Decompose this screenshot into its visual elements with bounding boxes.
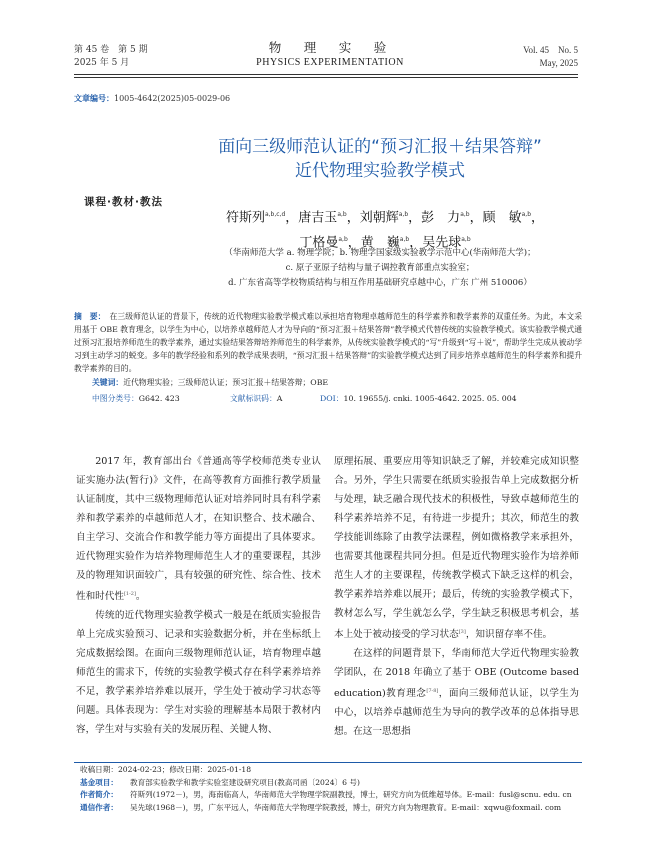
footnote-text: 收稿日期：2024-02-23；修改日期：2025-01-18 [80, 765, 252, 774]
paragraph-text: 在这样的问题背景下，华南师范大学近代物理实验教学团队，在 2018 年确立了基于 OBE (Outcome based education)教育理念 [334, 648, 579, 700]
footnote-text: 教育部实验教学和教学实验室建设研究项目(教高司函〔2024〕6 号) [130, 777, 360, 787]
author-name: 唐吉玉 [298, 210, 338, 226]
keywords [92, 377, 582, 388]
author-separator: ， [347, 235, 361, 251]
abstract-text: 在三级师范认证的背景下，传统的近代物理实验教学模式难以承担培育物理卓越师范生的科学素养和教学素养的双重任务。为此，本文采用基于 OBE 教育理念，以学生为中心，以培养卓越师范人才为导向的“预习汇报＋结果答辩”教学模式代替传统的实验教学模式。该实验教学模式通过预习汇报培养师范生的教学素养，通过实验结果答辩培养师范生的科学素养，从传统实验教学模式的“写”升级到“写＋说”，帮助学生完成从被动学习到主动学习的蜕变。多年的教学经验和系列的教学成果表明，“预习汇报＋结果答辩”的实验教学模式达到了同步培养卓越师范生的科学素养和提升教学素养的目的。 [74, 312, 583, 373]
clc-value: G642. 423 [138, 394, 180, 403]
author-name: 顾 敏 [482, 210, 522, 226]
title-line-1: 面向三级师范认证的“预习汇报＋结果答辩” [218, 137, 542, 157]
abstract [74, 310, 582, 375]
affiliation-line-2: c. 原子亚原子结构与量子调控教育部重点实验室； [285, 263, 475, 273]
journal-name-en: PHYSICS EXPERIMENTATION [256, 57, 404, 68]
author-separator: ， [469, 210, 483, 226]
body-paragraph [334, 644, 579, 741]
volume-issue-cn: 第 45 卷 第 5 期 [74, 45, 148, 55]
article-id-label: 文章编号： [74, 93, 114, 103]
footnote-item [80, 789, 582, 802]
header-volume-en [500, 44, 578, 70]
author-affiliation-mark: a,b,c,d [264, 211, 286, 218]
citation-mark: [3] [458, 629, 466, 635]
author-name: 黄 巍 [360, 235, 400, 251]
author-affiliation-mark: a,b [399, 236, 410, 244]
article-id [74, 93, 230, 104]
paragraph-text: 原理拓展、重要应用等知识缺乏了解，并较难完成知识整合。另外，学生只需要在纸质实验报告单上完成数据分析与处理，缺乏融合现代技术的积极性，导致卓越师范生的科学素养培养不足，有待进一步提升；其次，师范生的教学技能训练除了由教学法课程，例如微格教学来承担外，也需要其他课程共同分担。但是近代物理实验作为培养师范生人才的主要课程，传统教学模式下缺乏这样的机会，教学素养培养难以展开；最后，传统的实验教学模式下，教材怎么写，学生就怎么学，学生缺乏积极思考机会，基本上处于被动接受的学习状态 [334, 456, 579, 641]
clc-label: 中图分类号： [92, 394, 139, 403]
doi-label: DOI： [320, 394, 344, 403]
footnote-text: 符斯列(1972－)，男，海南临高人，华南师范大学物理学院副教授，博士，研究方向为低维超导体。E-mail：fusl@scnu. edu. cn [130, 790, 572, 799]
body-paragraph [76, 452, 321, 606]
author-separator: ， [285, 210, 299, 226]
paragraph-tail: 。 [135, 591, 146, 603]
footnote-label: 基金项目： [80, 777, 118, 787]
affiliation-line-3: d. 广东省高等学校物质结构与相互作用基础研究卓越中心，广东 广州 510006） [228, 278, 532, 288]
citation-mark: [7-8] [426, 688, 439, 695]
author-affiliation-mark: a,b [337, 211, 347, 218]
title-line-2: 近代物理实验教学模式 [295, 161, 465, 181]
author-name: 符斯列 [225, 210, 265, 226]
author-affiliation-mark: a,b [338, 236, 348, 244]
body-paragraph [334, 452, 579, 644]
author-name: 彭 力 [421, 210, 461, 226]
citation-mark: [1-2] [123, 591, 136, 597]
affiliations [160, 246, 600, 291]
author-separator: ， [408, 210, 422, 226]
classification-number [92, 393, 180, 404]
footnote-rule [74, 762, 582, 763]
author-affiliation-mark: a,b [461, 236, 471, 244]
abstract-label: 摘 要： [74, 312, 106, 321]
doi [320, 393, 517, 404]
body-column-left [76, 452, 321, 739]
keywords-text: 近代物理实验；三级师范认证；预习汇报＋结果答辩；OBE [123, 378, 329, 387]
footnote-label: 作者简介： [80, 790, 118, 799]
author-name: 吴先球 [422, 235, 462, 251]
paragraph-tail: ，面向三级师范认证，以学生为中心，以培养卓越师范生为导向的教学改革的总体指导思想。在这一思想指 [334, 688, 580, 738]
article-id-value: 1005-4642(2025)05-0029-06 [114, 94, 231, 103]
body-column-right [334, 452, 579, 741]
date-en: May, 2025 [539, 58, 578, 68]
journal-name [230, 40, 430, 70]
author-separator: ， [409, 235, 423, 251]
footnote-item [80, 802, 582, 815]
footnote-item [80, 777, 582, 790]
doc-code-value: A [276, 394, 283, 403]
footnote-item [80, 764, 582, 777]
header-rule [74, 74, 578, 75]
keywords-label: 关键词： [92, 378, 124, 387]
column-label: 课程·教材·教法 [84, 196, 163, 208]
author-affiliation-mark: a,b [460, 211, 470, 218]
header-volume-cn [74, 44, 148, 70]
footnotes [80, 764, 582, 814]
date-cn: 2025 年 5 月 [74, 58, 130, 68]
affiliation-line-1: （华南师范大学 a. 物理学院；b. 物理学国家级实验教学示范中心(华南师范大学)； [224, 248, 536, 258]
paragraph-tail: ，知识留存率不佳。 [465, 629, 553, 641]
author-separator: ， [531, 210, 545, 226]
author-affiliation-mark: a,b [521, 211, 532, 218]
author-name: 丁格曼 [299, 235, 339, 251]
author-line-1 [180, 204, 590, 229]
document-code [230, 393, 282, 404]
author-affiliation-mark: a,b [398, 211, 409, 218]
author-name: 刘朝辉 [359, 210, 399, 226]
journal-name-cn: 物 理 实 验 [268, 40, 392, 55]
paragraph-text: 传统的近代物理实验教学模式一般是在纸质实验报告单上完成实验预习、记录和实验数据分析，并在坐标纸上完成数据绘图。在面向三级物理师范认证，培育物理卓越师范生的需求下，传统的实验教学模式存在科学素养培养不足，教学素养培养难以展开，学生处于被动学习状态等问题。具体表现为：学生对实验的理解基本局限于教材内容，学生对与实验有关的发展历程、关键人物、 [76, 610, 321, 736]
body-paragraph [76, 606, 321, 739]
footnote-label: 通信作者： [80, 802, 118, 812]
doc-code-label: 文献标识码： [230, 394, 277, 403]
paper-title [180, 135, 580, 183]
footnote-text: 吴先球(1968－)，男，广东平远人，华南师范大学物理学院教授，博士，研究方向为物理教育。E-mail：xqwu@foxmail. com [130, 802, 562, 812]
doi-value: 10. 19655/j. cnki. 1005-4642. 2025. 05. 004 [343, 394, 517, 403]
header-rule-thin [74, 77, 578, 78]
volume-issue-en: Vol. 45 No. 5 [523, 45, 578, 55]
paragraph-text: 2017 年，教育部出台《普通高等学校师范类专业认证实施办法(暂行)》文件，在高等教育方面推行教学质量认证制度，其中三级物理师范认证对培养同时具有科学素养和教学素养的卓越师范人才，在知识整合、技术融合、自主学习、交流合作和教学能力等方面提出了具体要求。近代物理实验作为培养物理师范生人才的重要课程，其涉及的物理知识面较广，具有较强的研究性、综合性、技术性和时代性 [76, 456, 321, 603]
author-separator: ， [346, 210, 360, 226]
